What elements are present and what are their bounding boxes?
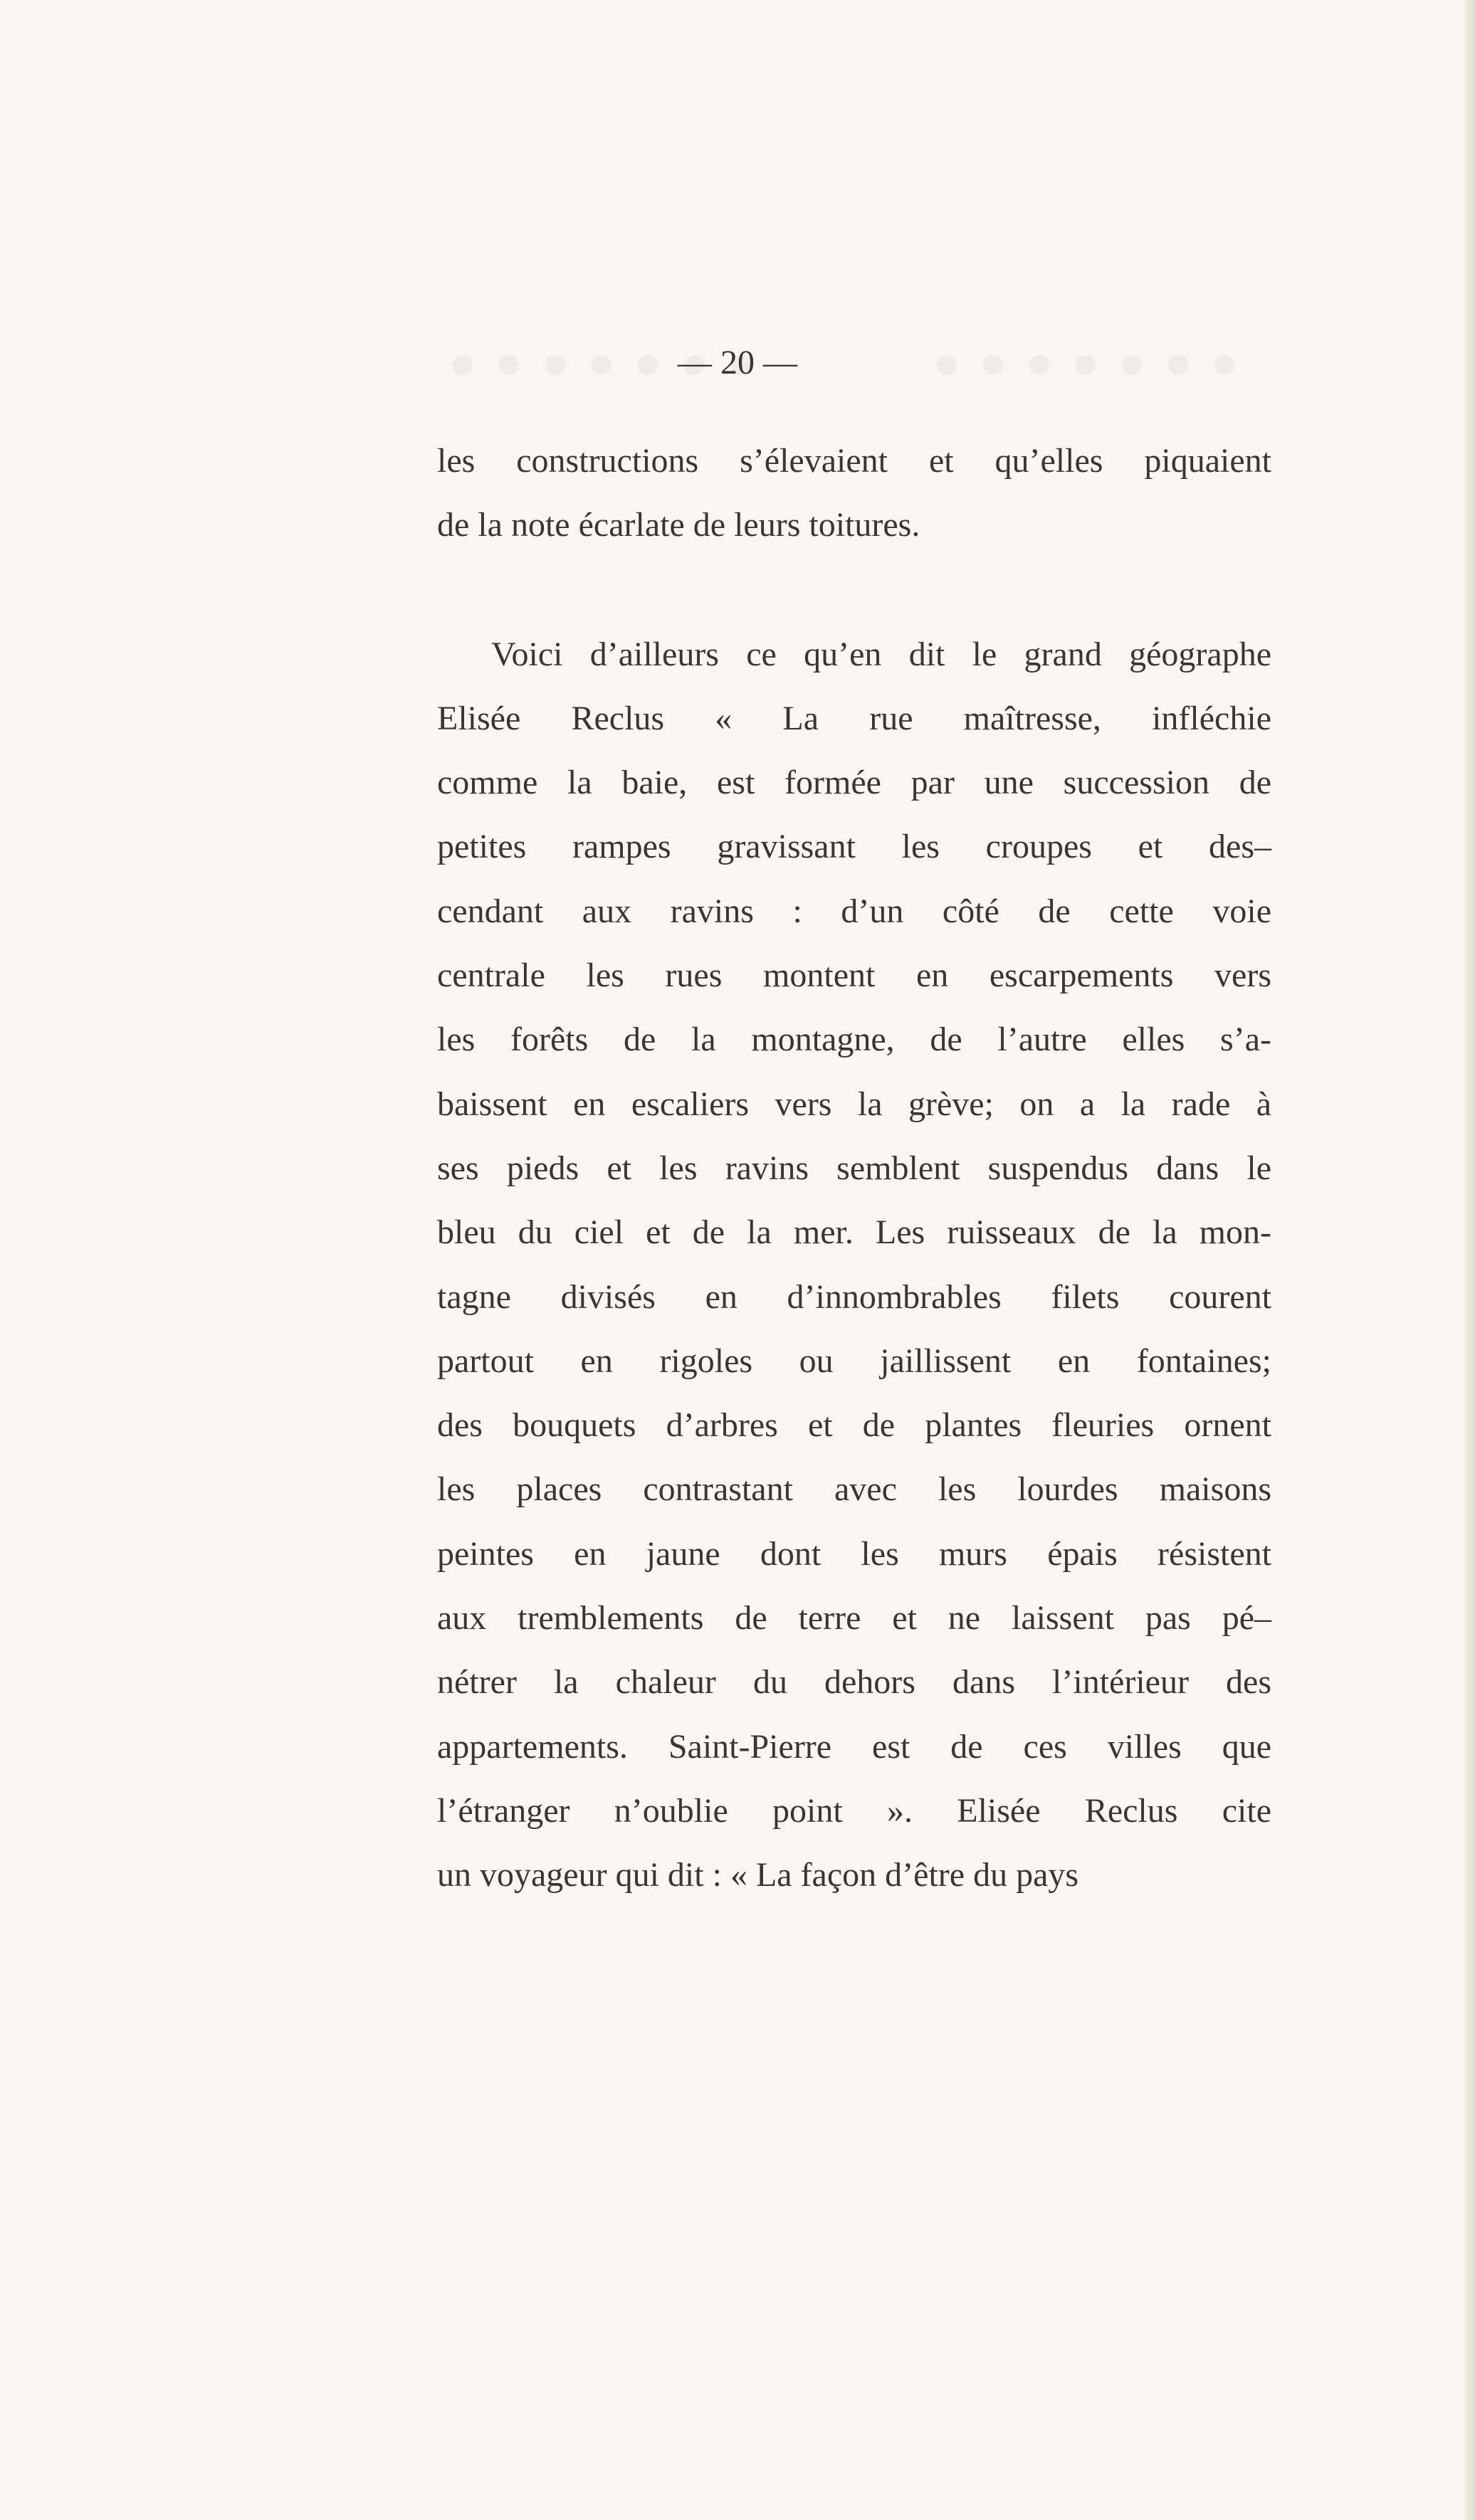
text-line: les places contrastant avec les lourdes maisons [437, 1470, 1271, 1509]
text-line: ses pieds et les ravins semblent suspendus dans le [437, 1149, 1271, 1187]
text-line: peintes en jaune dont les murs épais résistent [437, 1534, 1271, 1573]
text-line: comme la baie, est formée par une succession de [437, 764, 1271, 802]
text-line: des bouquets d’arbres et de plantes fleuries ornent [437, 1406, 1271, 1445]
text-line: nétrer la chaleur du dehors dans l’intérieur des [437, 1663, 1271, 1702]
text-line: de la note écarlate de leurs toitures. [437, 506, 920, 544]
paragraph-1 [437, 429, 1271, 558]
text-line: centrale les rues montent en escarpements vers [437, 956, 1271, 995]
paragraph-spacer [437, 558, 1271, 623]
text-line: partout en rigoles ou jaillissent en fontaines; [437, 1341, 1271, 1380]
text-line: les forêts de la montagne, de l’autre elles s’a- [437, 1021, 1271, 1059]
text-line: bleu du ciel et de la mer. Les ruisseaux de la mon- [437, 1213, 1271, 1252]
text-line: cendant aux ravins : d’un côté de cette voie [437, 892, 1271, 930]
text-line: Voici d’ailleurs ce qu’en dit le grand géographe [491, 635, 1271, 673]
paragraph-2 [437, 623, 1271, 1908]
text-line: tagne divisés en d’innombrables filets courent [437, 1277, 1271, 1316]
text-line: petites rampes gravissant les croupes et des– [437, 828, 1271, 866]
body-text [437, 429, 1271, 1908]
text-line: Elisée Reclus « La rue maîtresse, infléchie [437, 699, 1271, 737]
text-line: les constructions s’élevaient et qu’elles piquaient [437, 442, 1271, 480]
text-line: un voyageur qui dit : « La façon d’être du pays [437, 1856, 1079, 1894]
text-line: aux tremblements de terre et ne laissent pas pé– [437, 1599, 1271, 1638]
text-line: l’étranger n’oublie point ». Elisée Reclus cite [437, 1791, 1271, 1830]
text-line: appartements. Saint-Pierre est de ces villes que [437, 1727, 1271, 1766]
text-line: baissent en escaliers vers la grève; on a la rade à [437, 1085, 1271, 1123]
page-number: — 20 — [678, 344, 797, 381]
